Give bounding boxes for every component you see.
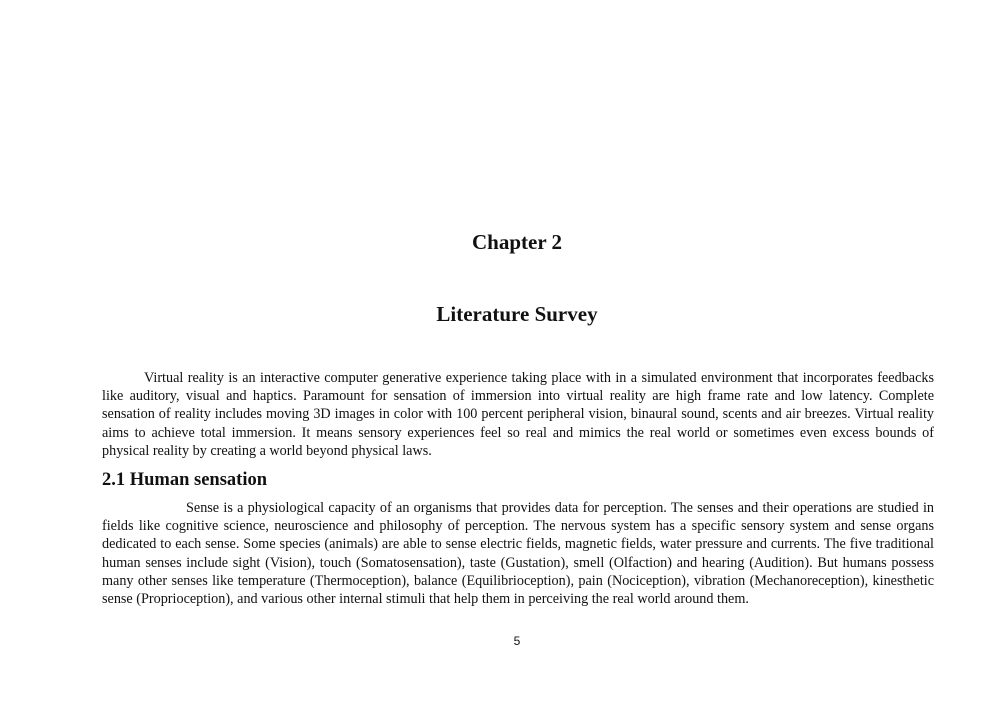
intro-paragraph: Virtual reality is an interactive computer generative experience taking place with in a simulated environment that incorporates feedbacks like auditory, visual and haptics. Paramount for sensation of immersion into virtual reality are high frame rate and low latency. Complete sensation of reality includes moving 3D images in color with 100 percent peripheral vision, binaural sound, scents and air breezes. Virtual reality aims to achieve total immersion. It means sensory experiences feel so real and mimics the real world or sometimes even excess bounds of physical reality by creating a world beyond physical laws. (102, 370, 934, 459)
section-heading-human-sensation: 2.1 Human sensation (102, 470, 267, 490)
page-number: 5 (513, 634, 521, 648)
human-sensation-paragraph: Sense is a physiological capacity of an organisms that provides data for perception. The senses and their operations are studied in fields like cognitive science, neuroscience and philosophy of perception. The nervous system has a specific sensory system and sense organs dedicated to each sense. Some species (animals) are able to sense electric fields, magnetic fields, water pressure and currents. The five traditional human senses include sight (Vision), touch (Somatosensation), taste (Gustation), smell (Olfaction) and hearing (Audition). But humans possess many other senses like temperature (Thermoception), balance (Equilibrioception), pain (Nociception), vibration (Mechanoreception), kinesthetic sense (Proprioception), and various other internal stimuli that help them in perceiving the real world around them. (102, 500, 934, 608)
chapter-number-heading: Chapter 2 (471, 230, 563, 254)
chapter-title-heading: Literature Survey (436, 302, 598, 326)
